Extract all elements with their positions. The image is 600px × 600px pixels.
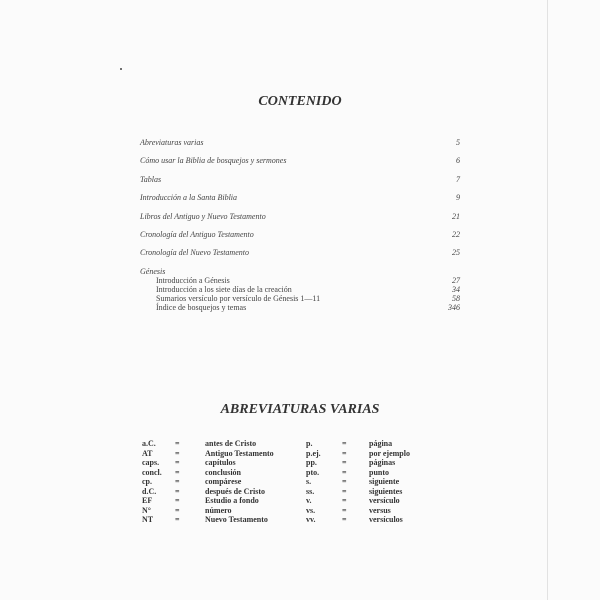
abbreviation: AT <box>142 448 153 458</box>
abbreviation: s. <box>306 477 312 486</box>
abbreviation-row <box>142 439 432 449</box>
equals-sign: = <box>342 439 347 448</box>
abbreviation-meaning: capítulos <box>205 458 236 467</box>
toc-entry-page: 22 <box>452 229 460 239</box>
toc-entry-label: Cómo usar la Biblia de bosquejos y sermones <box>140 156 287 166</box>
toc-entry-page: 27 <box>452 275 460 285</box>
abbreviation: d.C. <box>142 486 157 496</box>
toc-entry-tablas <box>140 175 460 184</box>
toc-entry-label: Cronología del Antiguo Testamento <box>140 229 254 239</box>
abbreviation: vs. <box>306 505 316 515</box>
abbreviation-row <box>142 468 432 478</box>
abbreviation-row <box>142 458 432 468</box>
equals-sign: = <box>175 486 180 496</box>
abbreviation-meaning: versus <box>369 505 391 515</box>
equals-sign: = <box>175 467 180 477</box>
equals-sign: = <box>175 496 180 505</box>
toc-subentry-indice <box>140 303 460 312</box>
abbreviation: NT <box>142 515 154 524</box>
abbreviation-meaning: número <box>205 505 232 515</box>
abbreviation-row <box>142 515 432 525</box>
contents-title: CONTENIDO <box>258 94 342 109</box>
toc-entry-abreviaturas <box>140 138 460 147</box>
toc-entry-page: 34 <box>452 284 460 294</box>
abbreviation-meaning: conclusión <box>205 467 242 477</box>
abbreviation: ss. <box>306 486 315 496</box>
abbreviation-row <box>142 506 432 516</box>
abbreviations-table <box>142 439 432 525</box>
toc-entry-libros <box>140 212 460 221</box>
toc-entry-page: 5 <box>456 138 460 147</box>
abbreviation: p. <box>306 439 313 448</box>
equals-sign: = <box>175 477 180 486</box>
abbreviation-row <box>142 496 432 506</box>
abbreviation-row <box>142 449 432 459</box>
page-edge-shadow <box>547 0 548 600</box>
toc-entry-page: 6 <box>456 156 460 166</box>
toc-entry-introduccion-biblia <box>140 193 460 202</box>
abbreviation-row <box>142 487 432 497</box>
equals-sign: = <box>342 458 347 467</box>
toc-entry-label: Tablas <box>140 174 162 184</box>
abbreviation-meaning: versículo <box>369 496 400 505</box>
abbreviation: EF <box>142 496 153 505</box>
abbreviation: pp. <box>306 458 317 467</box>
equals-sign: = <box>342 505 347 515</box>
toc-entry-genesis <box>140 267 460 276</box>
abbreviation-meaning: Nuevo Testamento <box>205 515 268 524</box>
abbreviation-meaning: Antiguo Testamento <box>205 448 274 458</box>
abbreviation: vv. <box>306 515 316 524</box>
abbreviation-row <box>142 477 432 487</box>
equals-sign: = <box>342 515 347 524</box>
equals-sign: = <box>175 515 180 524</box>
toc-entry-label: Índice de bosquejos y temas <box>156 302 247 312</box>
equals-sign: = <box>175 448 180 458</box>
abbreviation-meaning: punto <box>369 467 390 477</box>
toc-entry-page: 58 <box>452 293 460 303</box>
abbreviation-meaning: después de Cristo <box>205 486 266 496</box>
abbreviation-meaning: antes de Cristo <box>205 439 257 448</box>
abbreviation-meaning: siguientes <box>369 486 403 496</box>
toc-entry-cronologia-at <box>140 230 460 239</box>
abbreviation-meaning: por ejemplo <box>369 448 410 458</box>
table-of-contents <box>140 138 460 312</box>
scan-speck <box>120 68 122 70</box>
toc-entry-page: 346 <box>448 302 460 312</box>
equals-sign: = <box>175 439 180 448</box>
abbreviation: a.C. <box>142 439 156 448</box>
abbreviations-title: ABREVIATURAS VARIAS <box>220 402 380 417</box>
abbreviation: concl. <box>142 467 162 477</box>
toc-entry-label: Introducción a los siete días de la creación <box>156 284 292 294</box>
equals-sign: = <box>342 467 347 477</box>
toc-entry-label: Libros del Antiguo y Nuevo Testamento <box>140 211 266 221</box>
abbreviation: N° <box>142 505 151 515</box>
abbreviation-meaning: páginas <box>369 458 396 467</box>
toc-subentry-intro-genesis <box>140 276 460 285</box>
equals-sign: = <box>342 477 347 486</box>
toc-entry-cronologia-nt <box>140 248 460 257</box>
toc-entry-como-usar <box>140 156 460 165</box>
abbreviation-meaning: página <box>369 439 393 448</box>
abbreviation-meaning: compárese <box>205 477 242 486</box>
equals-sign: = <box>342 496 347 505</box>
abbreviation-meaning: siguiente <box>369 477 400 486</box>
toc-entry-label: Cronología del Nuevo Testamento <box>140 248 249 258</box>
abbreviation: caps. <box>142 458 160 467</box>
abbreviation: cp. <box>142 477 152 486</box>
toc-entry-label: Génesis <box>140 266 166 276</box>
toc-entry-page: 25 <box>452 248 460 258</box>
toc-subentry-siete-dias <box>140 285 460 294</box>
toc-entry-page: 9 <box>456 193 460 203</box>
abbreviation: pto. <box>306 467 320 477</box>
abbreviation: v. <box>306 496 312 505</box>
toc-entry-label: Introducción a la Santa Biblia <box>140 193 238 203</box>
equals-sign: = <box>175 505 180 515</box>
abbreviation-meaning: versículos <box>369 515 403 524</box>
abbreviation-meaning: Estudio a fondo <box>205 496 259 505</box>
toc-entry-label: Sumarios versículo por versículo de Génesis 1—11 <box>156 293 321 303</box>
equals-sign: = <box>342 448 347 458</box>
toc-entry-page: 7 <box>456 174 460 184</box>
equals-sign: = <box>175 458 180 467</box>
equals-sign: = <box>342 486 347 496</box>
toc-subentry-sumarios <box>140 294 460 303</box>
toc-entry-label: Abreviaturas varias <box>140 138 204 147</box>
toc-entry-page: 21 <box>452 211 460 221</box>
abbreviation: p.ej. <box>306 448 321 458</box>
toc-entry-label: Introducción a Génesis <box>156 275 230 285</box>
